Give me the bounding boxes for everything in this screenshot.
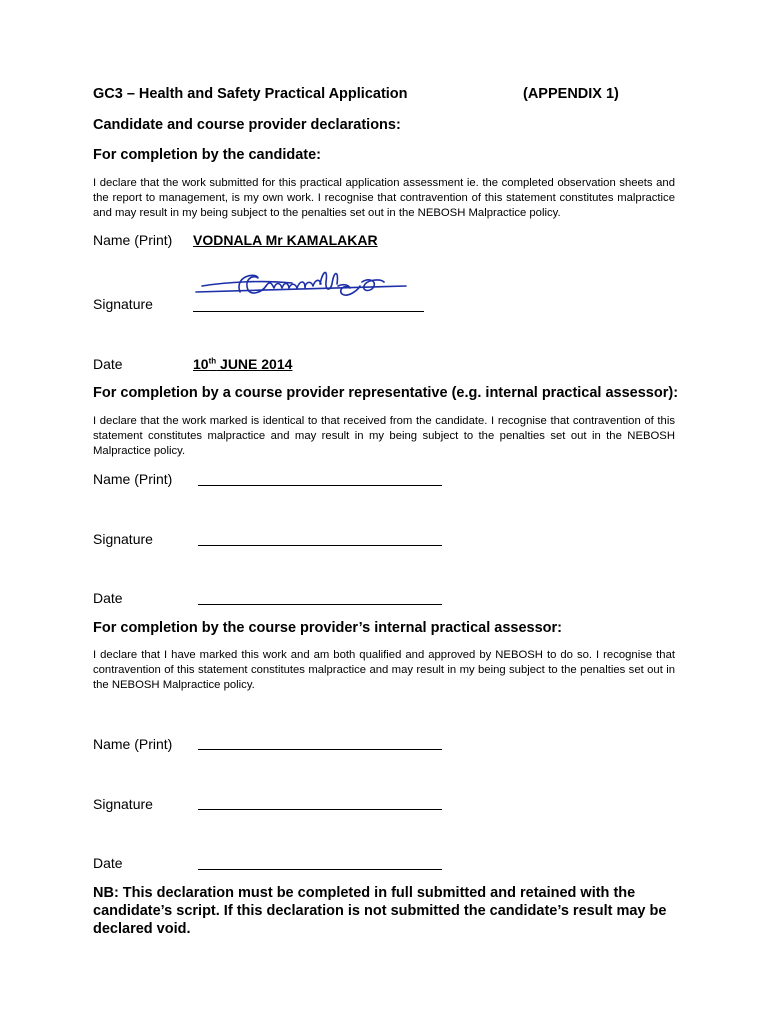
assessor-name-field[interactable]	[198, 749, 442, 750]
assessor-signature-label: Signature	[93, 796, 153, 812]
declarations-heading: Candidate and course provider declarations:	[93, 117, 401, 133]
representative-name-field[interactable]	[198, 485, 442, 486]
candidate-date-label: Date	[93, 356, 123, 372]
representative-date-label: Date	[93, 590, 123, 606]
submission-note: NB: This declaration must be completed in full submitted and retained with the candidate’s script. If this declaration is not submitted the candidate’s result may be declared void.	[93, 885, 667, 937]
assessor-date-label: Date	[93, 855, 123, 871]
candidate-signature-line	[193, 311, 424, 312]
assessor-signature-field[interactable]	[198, 809, 442, 810]
candidate-name-label: Name (Print)	[93, 232, 173, 248]
candidate-declaration: I declare that the work submitted for this practical application assessment ie. the completed observation sheets and the report to management, is my own work. I recognise that contravention of this statement constitutes malpractice and may result in my being subject to the penalties set out in the NEBOSH Malpractice policy.	[93, 177, 675, 219]
candidate-signature-image	[192, 262, 412, 317]
representative-section-heading: For completion by a course provider representative (e.g. internal practical assessor):	[93, 385, 679, 401]
candidate-section-heading: For completion by the candidate:	[93, 147, 321, 163]
representative-declaration: I declare that the work marked is identical to that received from the candidate. I recognise that contravention of this statement constitutes malpractice and may result in my being subject to the penalties set out in the NEBOSH Malpractice policy.	[93, 415, 675, 457]
candidate-date-value: 10th JUNE 2014	[193, 356, 293, 372]
assessor-date-field[interactable]	[198, 869, 442, 870]
candidate-name-value: VODNALA Mr KAMALAKAR	[193, 232, 378, 248]
assessor-name-label: Name (Print)	[93, 736, 173, 752]
representative-signature-label: Signature	[93, 531, 153, 547]
representative-name-label: Name (Print)	[93, 471, 173, 487]
assessor-section-heading: For completion by the course provider’s internal practical assessor:	[93, 620, 562, 636]
candidate-signature-label: Signature	[93, 296, 153, 312]
assessor-declaration: I declare that I have marked this work and am both qualified and approved by NEBOSH to do so. I recognise that contravention of this statement constitutes malpractice and may result in my being subject to the penalties set out in the NEBOSH Malpractice policy.	[93, 649, 675, 691]
representative-date-field[interactable]	[198, 604, 442, 605]
form-title: GC3 – Health and Safety Practical Application	[93, 86, 408, 102]
representative-signature-field[interactable]	[198, 545, 442, 546]
appendix-label: (APPENDIX 1)	[523, 86, 619, 102]
